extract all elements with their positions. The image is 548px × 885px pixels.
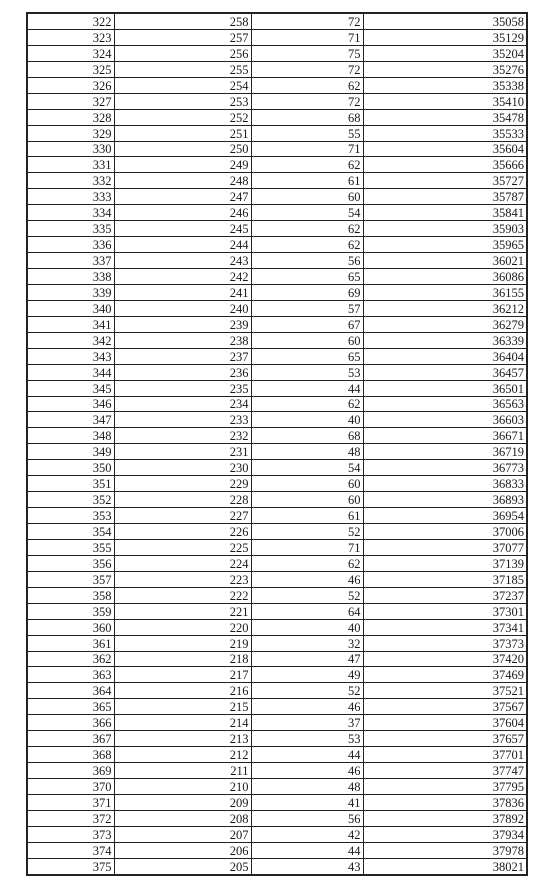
- table-cell: 211: [114, 763, 251, 779]
- table-cell: 72: [251, 13, 363, 29]
- table-row: [27, 619, 527, 635]
- table-cell: 212: [114, 747, 251, 763]
- table-row: [27, 205, 527, 221]
- table-cell: 217: [114, 667, 251, 683]
- table-cell: 56: [251, 253, 363, 269]
- table-cell: 60: [251, 189, 363, 205]
- table-cell: 255: [114, 61, 251, 77]
- table-cell: 364: [27, 683, 114, 699]
- table-cell: 226: [114, 524, 251, 540]
- table-row: [27, 237, 527, 253]
- table-cell: 350: [27, 460, 114, 476]
- table-cell: 253: [114, 93, 251, 109]
- table-cell: 234: [114, 396, 251, 412]
- table-cell: 326: [27, 77, 114, 93]
- table-cell: 214: [114, 715, 251, 731]
- table-cell: 343: [27, 348, 114, 364]
- table-cell: 232: [114, 428, 251, 444]
- table-cell: 71: [251, 539, 363, 555]
- table-cell: 218: [114, 651, 251, 667]
- table-cell: 68: [251, 109, 363, 125]
- table-cell: 72: [251, 93, 363, 109]
- table-cell: 229: [114, 476, 251, 492]
- table-cell: 237: [114, 348, 251, 364]
- table-row: [27, 348, 527, 364]
- table-cell: 37077: [363, 539, 527, 555]
- table-cell: 213: [114, 731, 251, 747]
- table-row: [27, 141, 527, 157]
- table-row: [27, 651, 527, 667]
- table-cell: 43: [251, 858, 363, 874]
- table-cell: 35338: [363, 77, 527, 93]
- table-cell: 36339: [363, 332, 527, 348]
- table-cell: 36773: [363, 460, 527, 476]
- table-cell: 37139: [363, 555, 527, 571]
- table-row: [27, 763, 527, 779]
- table-cell: 65: [251, 348, 363, 364]
- table-row: [27, 253, 527, 269]
- table-cell: 36404: [363, 348, 527, 364]
- table-cell: 242: [114, 269, 251, 285]
- table-cell: 370: [27, 779, 114, 795]
- table-cell: 36833: [363, 476, 527, 492]
- table-cell: 335: [27, 221, 114, 237]
- table-cell: 352: [27, 492, 114, 508]
- table-row: [27, 13, 527, 29]
- table-cell: 37747: [363, 763, 527, 779]
- table-row: [27, 444, 527, 460]
- table-row: [27, 189, 527, 205]
- table-cell: 333: [27, 189, 114, 205]
- table-cell: 61: [251, 173, 363, 189]
- table-cell: 205: [114, 858, 251, 874]
- table-cell: 250: [114, 141, 251, 157]
- table-cell: 332: [27, 173, 114, 189]
- table-row: [27, 157, 527, 173]
- table-cell: 37978: [363, 842, 527, 858]
- score-table-body: [27, 13, 527, 875]
- table-cell: 208: [114, 810, 251, 826]
- table-cell: 60: [251, 332, 363, 348]
- table-cell: 35410: [363, 93, 527, 109]
- table-row: [27, 555, 527, 571]
- table-cell: 248: [114, 173, 251, 189]
- table-cell: 240: [114, 300, 251, 316]
- table-cell: 215: [114, 699, 251, 715]
- table-cell: 327: [27, 93, 114, 109]
- table-row: [27, 45, 527, 61]
- table-cell: 322: [27, 13, 114, 29]
- table-cell: 363: [27, 667, 114, 683]
- table-cell: 53: [251, 364, 363, 380]
- table-cell: 258: [114, 13, 251, 29]
- table-cell: 37: [251, 715, 363, 731]
- table-cell: 35727: [363, 173, 527, 189]
- table-cell: 357: [27, 571, 114, 587]
- table-cell: 354: [27, 524, 114, 540]
- table-cell: 47: [251, 651, 363, 667]
- table-cell: 324: [27, 45, 114, 61]
- table-row: [27, 571, 527, 587]
- table-cell: 44: [251, 747, 363, 763]
- table-cell: 257: [114, 29, 251, 45]
- table-row: [27, 747, 527, 763]
- table-cell: 52: [251, 683, 363, 699]
- table-row: [27, 492, 527, 508]
- table-cell: 35903: [363, 221, 527, 237]
- table-cell: 216: [114, 683, 251, 699]
- table-cell: 35787: [363, 189, 527, 205]
- table-cell: 57: [251, 300, 363, 316]
- table-row: [27, 460, 527, 476]
- table-cell: 35604: [363, 141, 527, 157]
- table-row: [27, 842, 527, 858]
- table-row: [27, 29, 527, 45]
- table-cell: 341: [27, 316, 114, 332]
- table-cell: 32: [251, 635, 363, 651]
- table-cell: 338: [27, 269, 114, 285]
- table-cell: 46: [251, 763, 363, 779]
- table-row: [27, 269, 527, 285]
- table-row: [27, 380, 527, 396]
- table-row: [27, 810, 527, 826]
- table-cell: 355: [27, 539, 114, 555]
- table-cell: 36719: [363, 444, 527, 460]
- table-cell: 62: [251, 77, 363, 93]
- table-cell: 60: [251, 476, 363, 492]
- table-cell: 35841: [363, 205, 527, 221]
- table-cell: 330: [27, 141, 114, 157]
- table-cell: 36457: [363, 364, 527, 380]
- table-cell: 238: [114, 332, 251, 348]
- table-cell: 368: [27, 747, 114, 763]
- table-row: [27, 364, 527, 380]
- table-row: [27, 715, 527, 731]
- table-cell: 249: [114, 157, 251, 173]
- table-row: [27, 476, 527, 492]
- table-cell: 71: [251, 29, 363, 45]
- table-cell: 48: [251, 779, 363, 795]
- table-cell: 351: [27, 476, 114, 492]
- table-cell: 246: [114, 205, 251, 221]
- table-row: [27, 699, 527, 715]
- table-cell: 62: [251, 221, 363, 237]
- table-cell: 62: [251, 396, 363, 412]
- table-cell: 206: [114, 842, 251, 858]
- table-cell: 37836: [363, 794, 527, 810]
- table-cell: 49: [251, 667, 363, 683]
- table-cell: 75: [251, 45, 363, 61]
- table-cell: 37373: [363, 635, 527, 651]
- table-cell: 340: [27, 300, 114, 316]
- table-cell: 40: [251, 619, 363, 635]
- table-cell: 40: [251, 412, 363, 428]
- table-cell: 361: [27, 635, 114, 651]
- table-cell: 345: [27, 380, 114, 396]
- table-cell: 223: [114, 571, 251, 587]
- table-row: [27, 412, 527, 428]
- table-cell: 44: [251, 842, 363, 858]
- table-row: [27, 524, 527, 540]
- table-cell: 251: [114, 125, 251, 141]
- table-cell: 225: [114, 539, 251, 555]
- table-cell: 349: [27, 444, 114, 460]
- table-cell: 239: [114, 316, 251, 332]
- table-row: [27, 587, 527, 603]
- table-cell: 35204: [363, 45, 527, 61]
- table-cell: 329: [27, 125, 114, 141]
- table-cell: 36501: [363, 380, 527, 396]
- table-row: [27, 332, 527, 348]
- table-cell: 42: [251, 826, 363, 842]
- table-row: [27, 61, 527, 77]
- table-cell: 46: [251, 571, 363, 587]
- table-cell: 230: [114, 460, 251, 476]
- table-cell: 37567: [363, 699, 527, 715]
- table-cell: 37892: [363, 810, 527, 826]
- table-cell: 346: [27, 396, 114, 412]
- table-row: [27, 428, 527, 444]
- table-cell: 37006: [363, 524, 527, 540]
- table-row: [27, 794, 527, 810]
- table-cell: 375: [27, 858, 114, 874]
- table-cell: 54: [251, 205, 363, 221]
- table-cell: 35666: [363, 157, 527, 173]
- table-cell: 328: [27, 109, 114, 125]
- table-cell: 219: [114, 635, 251, 651]
- table-cell: 60: [251, 492, 363, 508]
- table-cell: 35533: [363, 125, 527, 141]
- table-cell: 372: [27, 810, 114, 826]
- table-cell: 252: [114, 109, 251, 125]
- table-cell: 36021: [363, 253, 527, 269]
- table-row: [27, 683, 527, 699]
- table-cell: 55: [251, 125, 363, 141]
- table-cell: 37469: [363, 667, 527, 683]
- table-cell: 36954: [363, 508, 527, 524]
- table-cell: 71: [251, 141, 363, 157]
- table-cell: 209: [114, 794, 251, 810]
- table-cell: 325: [27, 61, 114, 77]
- table-row: [27, 396, 527, 412]
- table-cell: 356: [27, 555, 114, 571]
- table-cell: 233: [114, 412, 251, 428]
- table-cell: 52: [251, 524, 363, 540]
- table-cell: 366: [27, 715, 114, 731]
- table-cell: 236: [114, 364, 251, 380]
- table-row: [27, 779, 527, 795]
- table-cell: 37934: [363, 826, 527, 842]
- table-row: [27, 93, 527, 109]
- table-cell: 227: [114, 508, 251, 524]
- score-table: [26, 12, 528, 876]
- table-cell: 222: [114, 587, 251, 603]
- table-cell: 344: [27, 364, 114, 380]
- table-row: [27, 858, 527, 874]
- table-row: [27, 826, 527, 842]
- table-cell: 36155: [363, 284, 527, 300]
- table-row: [27, 300, 527, 316]
- table-cell: 62: [251, 157, 363, 173]
- table-row: [27, 539, 527, 555]
- table-cell: 37657: [363, 731, 527, 747]
- table-cell: 235: [114, 380, 251, 396]
- table-row: [27, 316, 527, 332]
- table-cell: 35276: [363, 61, 527, 77]
- table-cell: 37185: [363, 571, 527, 587]
- table-cell: 37341: [363, 619, 527, 635]
- table-cell: 371: [27, 794, 114, 810]
- table-cell: 37301: [363, 603, 527, 619]
- table-cell: 36893: [363, 492, 527, 508]
- table-cell: 41: [251, 794, 363, 810]
- table-cell: 35058: [363, 13, 527, 29]
- table-cell: 35478: [363, 109, 527, 125]
- table-cell: 334: [27, 205, 114, 221]
- table-cell: 37521: [363, 683, 527, 699]
- table-cell: 46: [251, 699, 363, 715]
- table-cell: 68: [251, 428, 363, 444]
- table-cell: 36603: [363, 412, 527, 428]
- score-table-sheet: [26, 12, 526, 876]
- table-cell: 369: [27, 763, 114, 779]
- table-row: [27, 508, 527, 524]
- table-cell: 256: [114, 45, 251, 61]
- table-cell: 245: [114, 221, 251, 237]
- table-row: [27, 125, 527, 141]
- table-cell: 37795: [363, 779, 527, 795]
- table-cell: 65: [251, 269, 363, 285]
- table-cell: 360: [27, 619, 114, 635]
- table-cell: 35965: [363, 237, 527, 253]
- table-cell: 37237: [363, 587, 527, 603]
- table-cell: 243: [114, 253, 251, 269]
- table-row: [27, 284, 527, 300]
- table-cell: 207: [114, 826, 251, 842]
- table-cell: 374: [27, 842, 114, 858]
- table-cell: 348: [27, 428, 114, 444]
- table-row: [27, 635, 527, 651]
- table-row: [27, 731, 527, 747]
- table-cell: 64: [251, 603, 363, 619]
- table-cell: 36671: [363, 428, 527, 444]
- table-cell: 36563: [363, 396, 527, 412]
- table-cell: 36212: [363, 300, 527, 316]
- table-row: [27, 77, 527, 93]
- table-cell: 72: [251, 61, 363, 77]
- table-cell: 254: [114, 77, 251, 93]
- table-cell: 69: [251, 284, 363, 300]
- table-cell: 339: [27, 284, 114, 300]
- table-cell: 342: [27, 332, 114, 348]
- table-cell: 37604: [363, 715, 527, 731]
- table-row: [27, 221, 527, 237]
- table-cell: 331: [27, 157, 114, 173]
- table-cell: 52: [251, 587, 363, 603]
- table-cell: 220: [114, 619, 251, 635]
- table-cell: 35129: [363, 29, 527, 45]
- table-cell: 224: [114, 555, 251, 571]
- table-cell: 67: [251, 316, 363, 332]
- table-row: [27, 109, 527, 125]
- table-cell: 362: [27, 651, 114, 667]
- table-cell: 38021: [363, 858, 527, 874]
- table-cell: 359: [27, 603, 114, 619]
- table-cell: 62: [251, 237, 363, 253]
- table-cell: 241: [114, 284, 251, 300]
- table-cell: 56: [251, 810, 363, 826]
- table-cell: 231: [114, 444, 251, 460]
- table-cell: 365: [27, 699, 114, 715]
- table-cell: 48: [251, 444, 363, 460]
- table-row: [27, 603, 527, 619]
- table-cell: 336: [27, 237, 114, 253]
- table-cell: 244: [114, 237, 251, 253]
- table-cell: 37701: [363, 747, 527, 763]
- table-cell: 367: [27, 731, 114, 747]
- table-cell: 337: [27, 253, 114, 269]
- table-cell: 36086: [363, 269, 527, 285]
- table-cell: 61: [251, 508, 363, 524]
- table-cell: 373: [27, 826, 114, 842]
- table-cell: 53: [251, 731, 363, 747]
- table-cell: 54: [251, 460, 363, 476]
- table-cell: 323: [27, 29, 114, 45]
- table-cell: 37420: [363, 651, 527, 667]
- table-cell: 358: [27, 587, 114, 603]
- table-row: [27, 667, 527, 683]
- table-cell: 353: [27, 508, 114, 524]
- table-cell: 36279: [363, 316, 527, 332]
- table-cell: 44: [251, 380, 363, 396]
- table-cell: 228: [114, 492, 251, 508]
- table-row: [27, 173, 527, 189]
- table-cell: 210: [114, 779, 251, 795]
- table-cell: 221: [114, 603, 251, 619]
- table-cell: 247: [114, 189, 251, 205]
- table-cell: 347: [27, 412, 114, 428]
- table-cell: 62: [251, 555, 363, 571]
